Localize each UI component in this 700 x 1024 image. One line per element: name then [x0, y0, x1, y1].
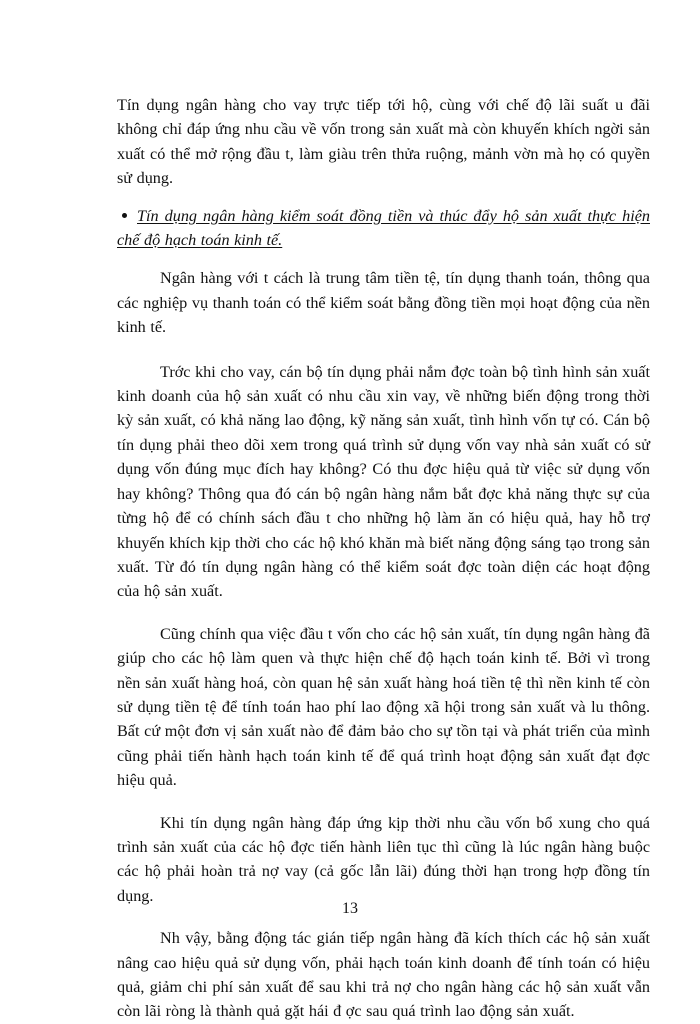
paragraph-2: Ngân hàng với t cách là trung tâm tiền tệ, tín dụng thanh toán, thông qua các nghiệp vụ thanh toán có thể kiểm soát bằng đồng tiền mọi hoạt động của nền kinh tế. — [117, 269, 650, 337]
bullet-icon — [122, 213, 127, 218]
paragraph-5: Khi tín dụng ngân hàng đáp ứng kịp thời nhu cầu vốn bổ xung cho quá trình sản xuất của các hộ đợc tiến hành liên tục thì cũng là lúc ngân hàng buộc các hộ phải hoàn trả nợ vay (cả gốc lẫn lãi) đúng thời hạn trong hợp đồng tín dụng. — [117, 813, 650, 905]
paragraph-1: Tín dụng ngân hàng cho vay trực tiếp tới hộ, cùng với chế độ lãi suất u đãi không chỉ đáp ứng nhu cầu về vốn trong sản xuất mà còn khuyến khích ngời sản xuất có thể mở rộng đầu t, làm giàu trên thửa ruộng, mảnh vờn mà họ có quyền sử dụng. — [117, 96, 650, 188]
section-heading — [117, 204, 650, 253]
paragraph-4: Cũng chính qua việc đầu t vốn cho các hộ sản xuất, tín dụng ngân hàng đã giúp cho các hộ làm quen và thực hiện chế độ hạch toán kinh tế. Bởi vì trong nền sản xuất hàng hoá, còn quan hệ sản xuất hàng hoá tiền tệ thì nền kinh tế còn sử dụng tiền tệ để tính toán hao phí lao động xã hội trong sản xuất và lu thông. Bất cứ một đơn vị sản xuất nào để đảm bảo cho sự tồn tại và phát triển của mình cũng phải tiến hành hạch toán kinh tế để quá trình hoạt động sản xuất đạt đợc hiệu quả. — [117, 624, 650, 790]
section-heading-text: Tín dụng ngân hàng kiểm soát đồng tiền và thúc đẩy hộ sản xuất thực hiện chế độ hạch toán kinh tế. — [117, 206, 650, 250]
paragraph-3: Trớc khi cho vay, cán bộ tín dụng phải nắm đợc toàn bộ tình hình sản xuất kinh doanh của hộ sản xuất có nhu cầu xin vay, về những biến động trong thời kỳ sản xuất, có khả năng lao động, kỹ năng sản xuất, tình hình vốn tự có. Cán bộ tín dụng phải theo dõi xem trong quá trình sử dụng vốn vay nhà sản xuất có sử dụng vốn đúng mục đích hay không? Có thu đợc hiệu quả từ việc sử dụng vốn hay không? Thông qua đó cán bộ ngân hàng nắm bắt đợc khả năng thực sự của từng hộ để có chính sách đầu t cho những hộ làm ăn có hiệu quả, hay hỗ trợ khuyến khích kịp thời cho các hộ khó khăn mà biết năng động sáng tạo trong sản xuất. Từ đó tín dụng ngân hàng có thể kiểm soát đợc toàn diện các hoạt động của hộ sản xuất. — [117, 362, 650, 601]
page-number: 13 — [342, 900, 358, 917]
paragraph-6: Nh vậy, bằng động tác gián tiếp ngân hàng đã kích thích các hộ sản xuất nâng cao hiệu quả sử dụng vốn, phải hạch toán kinh doanh để tính toán có hiệu quả, giảm chi phí sản xuất để sau khi trả nợ cho ngân hàng các hộ sản xuất vẫn còn lãi ròng là thành quả gặt hái đ ợc sau quá trình lao động sản xuất. — [117, 929, 650, 1021]
